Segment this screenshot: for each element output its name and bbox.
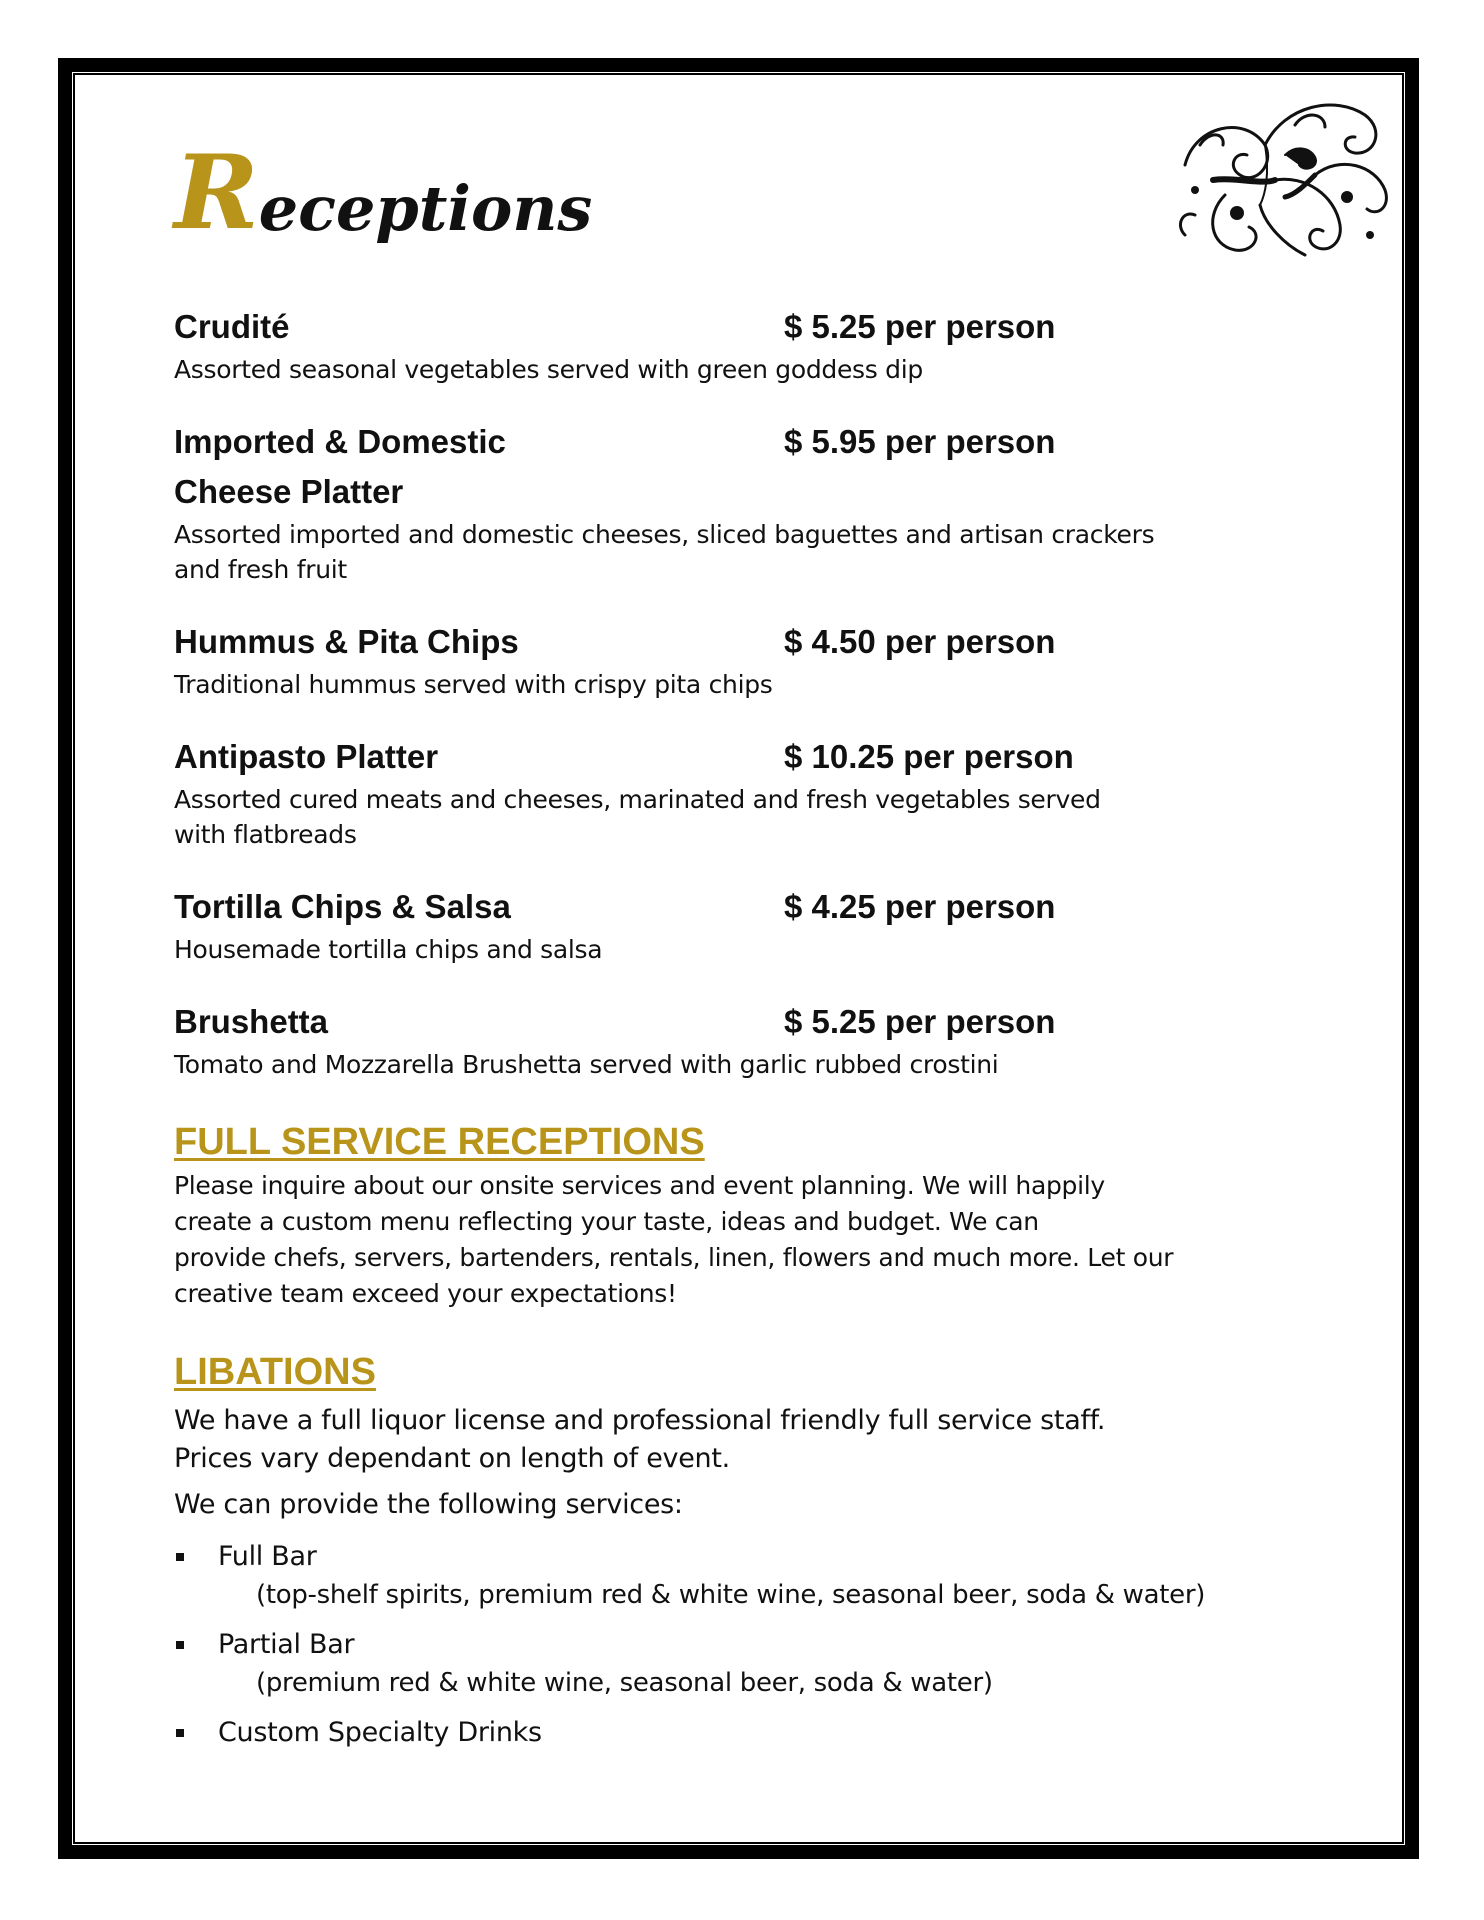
list-item [174,1538,1324,1614]
menu-item [174,417,1324,587]
title-rest: eceptions [258,172,593,245]
service-label: Partial Bar [218,1629,355,1660]
item-description: Tomato and Mozzarella Brushetta served with garlic rubbed crostini [174,1050,999,1079]
item-price: $ 5.25 per person [784,308,1056,345]
bullet-icon [176,1729,184,1737]
item-name: Brushetta [174,1003,329,1040]
paragraph-line: Please inquire about our onsite services and event planning. We will happily [174,1171,1105,1200]
item-description: Traditional hummus served with crispy pita chips [174,670,773,699]
menu-list [174,302,1324,1082]
bullet-icon [176,1641,184,1649]
menu-item [174,997,1324,1082]
item-description-line2: with flatbreads [174,820,357,849]
item-price: $ 10.25 per person [784,738,1074,775]
item-name: Tortilla Chips & Salsa [174,888,511,925]
full-service-heading: FULL SERVICE RECEPTIONS [174,1121,705,1163]
libations-line: We have a full liquor license and professional friendly full service staff. [174,1405,1106,1436]
item-price: $ 5.25 per person [784,1003,1056,1040]
paragraph-line: creative team exceed your expectations! [174,1279,677,1308]
paragraph-line: create a custom menu reflecting your taste, ideas and budget. We can [174,1207,1039,1236]
item-price: $ 4.25 per person [784,888,1056,925]
page-title [174,120,1324,254]
service-detail: (top-shelf spirits, premium red & white wine, seasonal beer, soda & water) [256,1580,1206,1610]
service-label: Full Bar [218,1541,317,1572]
bullet-icon [176,1553,184,1561]
libations-heading: LIBATIONS [174,1351,376,1393]
paragraph-line: provide chefs, servers, bartenders, rentals, linen, flowers and much more. Let our [174,1243,1174,1272]
list-item [174,1714,1324,1752]
menu-item [174,302,1324,387]
service-label: Custom Specialty Drinks [218,1717,542,1748]
item-description: Housemade tortilla chips and salsa [174,935,603,964]
list-item [174,1626,1324,1702]
item-price: $ 5.95 per person [784,423,1056,460]
title-initial: R [174,133,259,254]
item-description: Assorted cured meats and cheeses, marinated and fresh vegetables served [174,785,1101,814]
item-name-line2: Cheese Platter [174,473,404,510]
item-name: Antipasto Platter [174,738,439,775]
full-service-paragraph [174,1168,1324,1312]
item-description: Assorted imported and domestic cheeses, sliced baguettes and artisan crackers [174,520,1155,549]
item-description-line2: and fresh fruit [174,555,347,584]
menu-item [174,882,1324,967]
services-list [174,1538,1324,1752]
libations-line: Prices vary dependant on length of event. [174,1443,730,1474]
menu-item [174,617,1324,702]
service-detail: (premium red & white wine, seasonal beer, soda & water) [256,1668,993,1698]
item-name: Imported & Domestic [174,423,506,460]
item-name: Hummus & Pita Chips [174,623,519,660]
item-description: Assorted seasonal vegetables served with green goddess dip [174,355,923,384]
item-name: Crudité [174,308,290,345]
menu-item [174,732,1324,852]
libations-line: We can provide the following services: [174,1489,683,1520]
item-price: $ 4.50 per person [784,623,1056,660]
page-content [174,120,1324,1764]
